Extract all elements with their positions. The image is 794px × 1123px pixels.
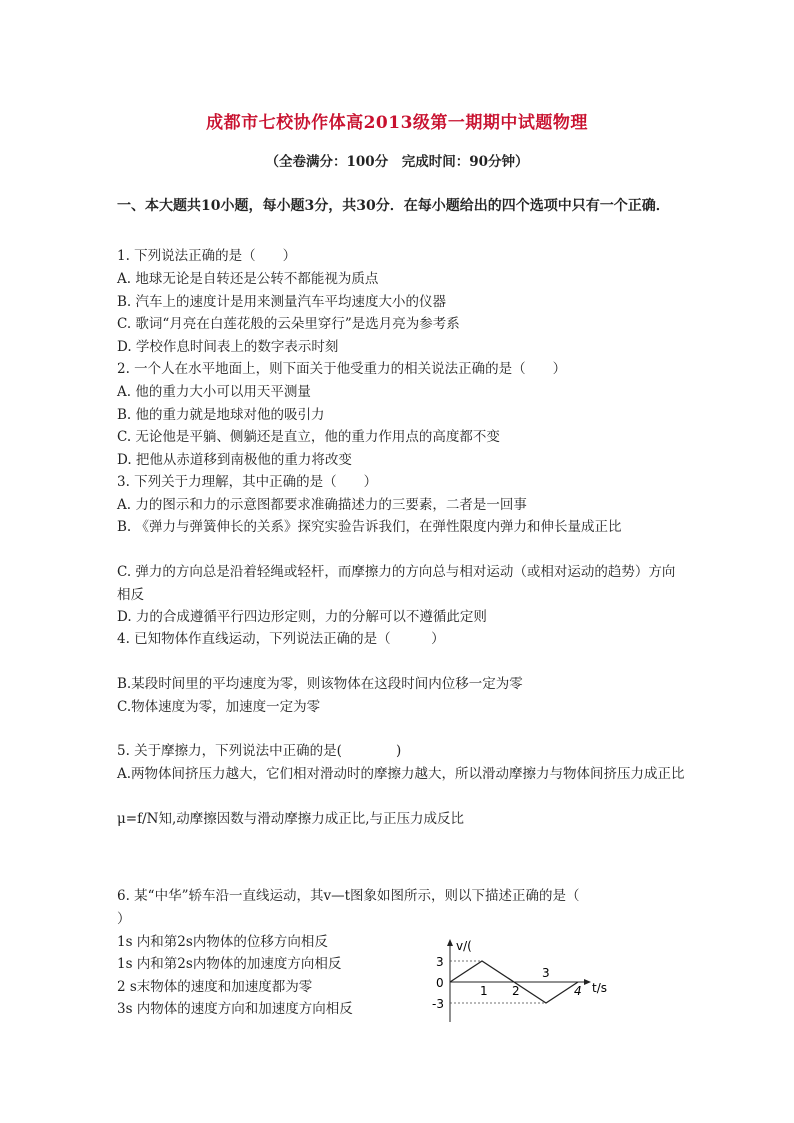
vt-graph-svg [420,938,620,1028]
question-2-stem: 2. 一个人在水平地面上，则下面关于他受重力的相关说法正确的是（ ） [117,361,567,377]
question-6-stem: 6. 某“中华”轿车沿一直线运动，其v—t图象如图所示，则以下描述正确的是（ [117,888,580,904]
question-2-option-d: D. 把他从赤道移到南极他的重力将改变 [117,452,352,468]
exam-subtitle: （全卷满分：100分 完成时间：90分钟） [265,154,529,170]
question-6-option-c: 2 s末物体的速度和加速度都为零 [117,979,313,995]
question-4-stem: 4. 已知物体作直线运动，下列说法正确的是（ ） [117,631,445,647]
vt-y-tick-3: 3 [436,955,444,969]
question-6-stem-end: ） [117,911,131,927]
question-3-option-d: D. 力的合成遵循平行四边形定则，力的分解可以不遵循此定则 [117,609,487,625]
question-3-stem: 3. 下列关于力理解，其中正确的是（ ） [117,474,378,490]
vt-y-tick-neg3: -3 [432,997,444,1011]
question-1-option-a: A. 地球无论是自转还是公转不都能视为质点 [117,271,379,287]
vt-x-tick-4: 4 [574,984,582,998]
question-5-option-a: A.两物体间挤压力越大，它们相对滑动时的摩擦力越大，所以滑动摩擦力与物体间挤压力成正比 [117,766,685,782]
question-2-option-c: C. 无论他是平躺、侧躺还是直立，他的重力作用点的高度都不变 [117,429,500,445]
question-3-option-c: C. 弹力的方向总是沿着轻绳或轻杆，而摩擦力的方向总与相对运动（或相对运动的趋势）方向相反 [117,564,676,603]
question-3-option-a: A. 力的图示和力的示意图都要求准确描述力的三要素，二者是一回事 [117,497,527,513]
question-4-option-c: C.物体速度为零，加速度一定为零 [117,699,321,715]
question-6-option-a: 1s 内和第2s内物体的位移方向相反 [117,934,328,950]
question-6-option-b: 1s 内和第2s内物体的加速度方向相反 [117,956,342,972]
question-3-option-b: B. 《弹力与弹簧伸长的关系》探究实验告诉我们，在弹性限度内弹力和伸长量成正比 [117,519,622,535]
vt-x-tick-2: 2 [512,984,520,998]
question-4-option-b: B.某段时间里的平均速度为零，则该物体在这段时间内位移一定为零 [117,676,523,692]
question-5-option-b: μ=f/N知,动摩擦因数与滑动摩擦力成正比,与正压力成反比 [117,811,465,827]
vt-x-tick-3: 3 [542,966,550,980]
vt-y-tick-0: 0 [436,976,444,990]
question-1-option-d: D. 学校作息时间表上的数字表示时刻 [117,339,339,355]
question-1-stem: 1. 下列说法正确的是（ ） [117,248,297,264]
vt-graph [420,938,620,1028]
exam-title: 成都市七校协作体高2013级第一期期中试题物理 [206,113,588,133]
question-1-option-b: B. 汽车上的速度计是用来测量汽车平均速度大小的仪器 [117,294,447,310]
question-2-option-a: A. 他的重力大小可以用天平测量 [117,384,311,400]
section-heading: 一、本大题共10小题，每小题3分，共30分．在每小题给出的四个选项中只有一个正确． [117,198,670,214]
question-1-option-c: C. 歌词“月亮在白莲花般的云朵里穿行”是选月亮为参考系 [117,316,460,332]
question-6-option-d: 3s 内物体的速度方向和加速度方向相反 [117,1001,353,1017]
vt-x-axis-label: t/s [592,981,607,995]
question-2-option-b: B. 他的重力就是地球对他的吸引力 [117,407,325,423]
vt-y-axis-label: v/( [456,939,472,953]
question-5-stem: 5. 关于摩擦力，下列说法中正确的是( ) [117,743,402,759]
vt-x-tick-1: 1 [480,984,488,998]
